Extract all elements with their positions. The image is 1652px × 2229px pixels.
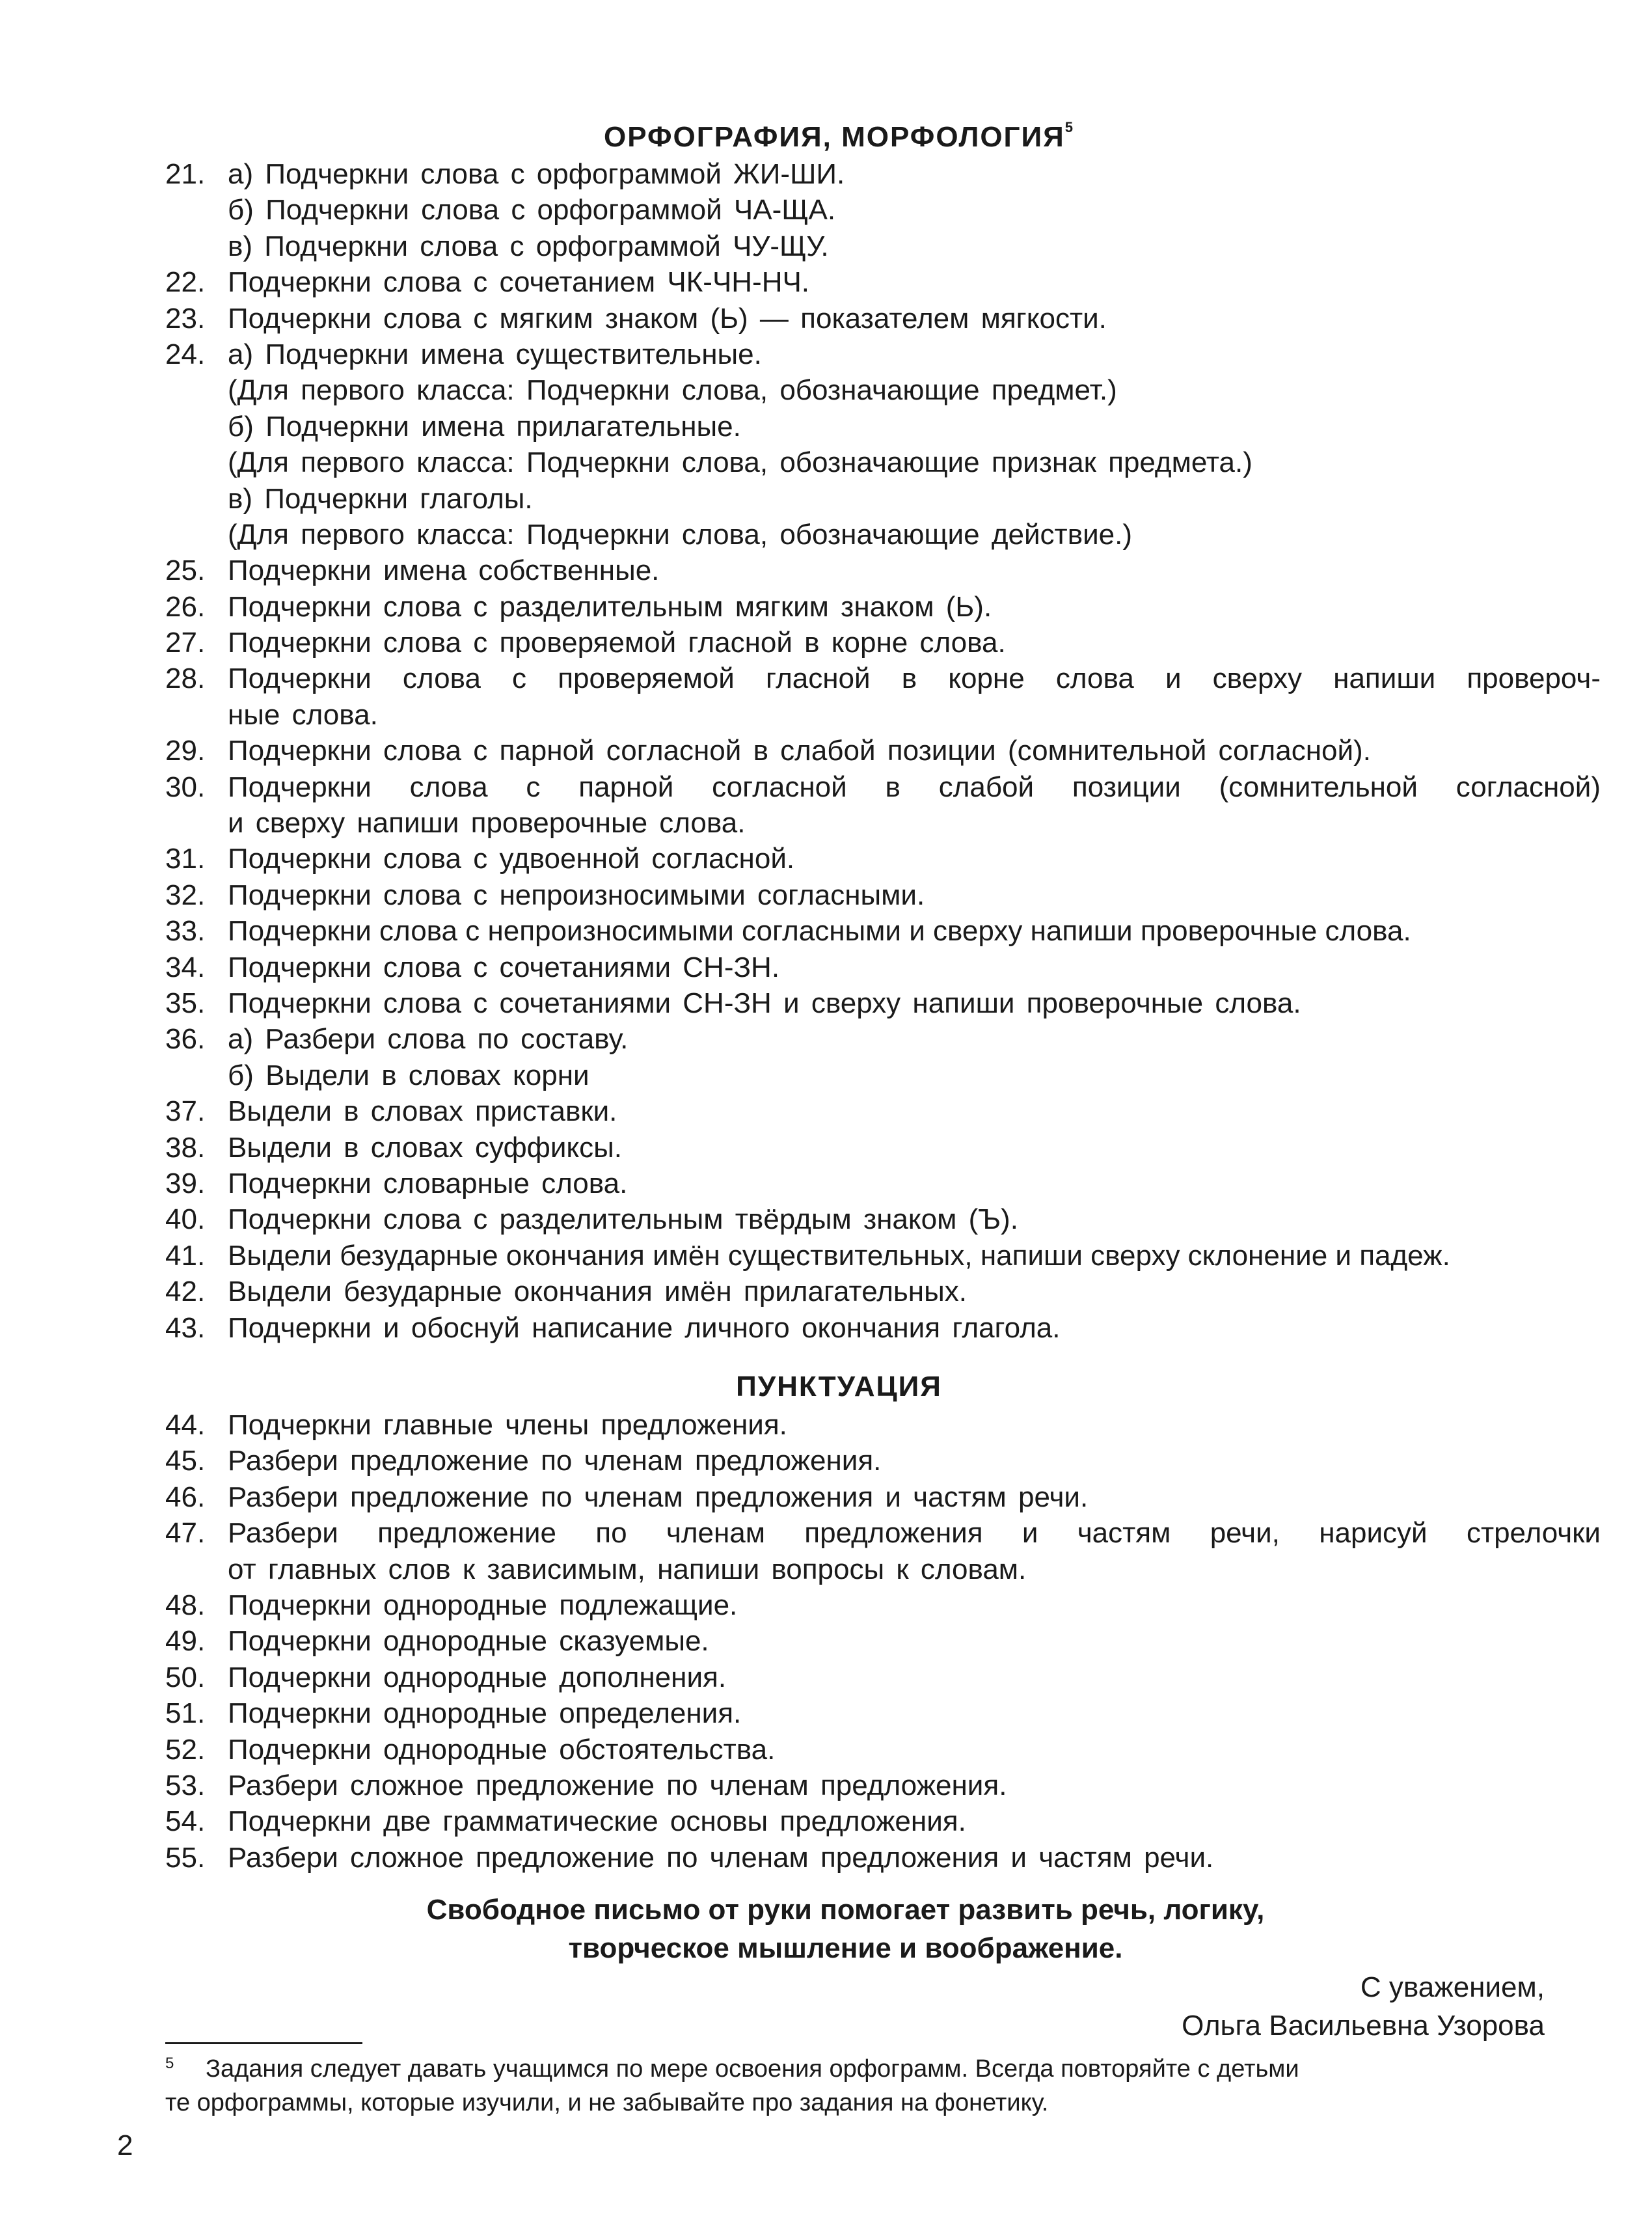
item-number: 22. [165,266,206,299]
item-text: Подчеркни и обоснуй написание личного окончания глагола. [228,1311,1061,1344]
item-number: 40. [165,1203,206,1236]
page-number: 2 [117,2129,133,2161]
list-item [165,1058,1545,1093]
list-item [165,1479,1545,1515]
item-number: 24. [165,338,206,370]
item-number: 55. [165,1841,206,1874]
item-text: Подчеркни слова с парной согласной в слабой позиции (сомнительной согласной). [228,735,1371,767]
list-item [165,1587,1545,1623]
list-item [165,733,1545,769]
item-number: 27. [165,627,206,659]
item-number: 49. [165,1625,206,1658]
list-item [165,228,1545,264]
item-number: 44. [165,1409,206,1441]
item-text: Подчеркни слова с удвоенной согласной. [228,843,795,875]
item-number: 21. [165,158,206,190]
item-text: в) Подчеркни глаголы. [228,482,533,515]
list-item [165,1407,1545,1443]
item-text: Подчеркни слова с непроизносимыми согласными и сверху напиши проверочные слова. [228,915,1411,948]
item-text: Подчеркни две грамматические основы предложения. [228,1805,966,1838]
regards: С уважением, [1360,1971,1545,2003]
item-text: Подчеркни слова с проверяемой гласной в корне слова. [228,627,1006,659]
item-text: Подчеркни слова с сочетаниями СН-ЗН и сверху напиши проверочные слова. [228,987,1301,1019]
item-number: 52. [165,1733,206,1766]
closing-statement-line2: творческое мышление и воображение. [568,1932,1123,1964]
list-item [165,372,1545,408]
list-item [165,1695,1545,1731]
list-item [165,1021,1545,1057]
item-text: Выдели безударные окончания имён прилагательных. [228,1276,967,1308]
item-text: (Для первого класса: Подчеркни слова, обозначающие признак предмета.) [228,446,1253,479]
item-text: б) Подчеркни имена прилагательные. [228,410,741,443]
item-number: 53. [165,1769,206,1801]
item-number: 32. [165,879,206,911]
item-text: Подчеркни слова с проверяемой гласной в корне слова и сверху напиши провероч- [228,663,1601,695]
item-number: 42. [165,1276,206,1308]
item-text: Подчеркни однородные определения. [228,1697,742,1730]
item-text: Разбери сложное предложение по членам предложения. [228,1769,1007,1801]
item-text: (Для первого класса: Подчеркни слова, обозначающие действие.) [228,518,1133,551]
item-text: Подчеркни словарные слова. [228,1167,628,1199]
item-text: Подчеркни главные члены предложения. [228,1409,787,1441]
list-item [165,589,1545,625]
list-item [165,1660,1545,1695]
task-list-orthography [165,156,1601,1346]
list-item [165,1768,1545,1803]
list-item [165,1093,1545,1129]
item-text: Разбери предложение по членам предложения и частям речи, нарисуй стрелочки [228,1517,1601,1550]
item-text: Подчеркни слова с парной согласной в слабой позиции (сомнительной согласной) [228,771,1601,803]
item-text: а) Подчеркни слова с орфограммой ЖИ-ШИ. [228,158,845,190]
list-item [165,1803,1545,1839]
item-text: а) Подчеркни имена существительные. [228,338,762,370]
list-item [165,517,1545,553]
list-item [165,1732,1545,1768]
section-heading-punctuation: ПУНКТУАЦИЯ [736,1371,942,1402]
item-number: 43. [165,1311,206,1344]
item-number: 47. [165,1517,206,1550]
item-text: Подчеркни слова с сочетанием ЧК-ЧН-НЧ. [228,266,810,299]
list-item [165,805,1545,841]
item-number: 36. [165,1023,206,1056]
list-item [165,1166,1545,1201]
item-text: Выдели в словах суффиксы. [228,1131,623,1164]
footnote-reference: 5 [1064,119,1074,135]
item-number: 25. [165,554,206,587]
item-text: Разбери предложение по членам предложения и частям речи. [228,1481,1089,1513]
list-item [165,1552,1545,1587]
list-item [165,697,1545,733]
list-item [165,1130,1545,1166]
item-number: 46. [165,1481,206,1513]
list-item [165,301,1545,336]
list-item [165,481,1545,517]
list-item [165,769,1601,805]
item-number: 35. [165,987,206,1019]
item-number: 23. [165,302,206,335]
item-text: а) Разбери слова по составу. [228,1023,629,1056]
list-item [165,553,1545,588]
list-item [165,409,1545,444]
list-item [165,336,1545,372]
list-item [165,1274,1545,1309]
item-number: 45. [165,1445,206,1477]
task-list-punctuation [165,1407,1601,1876]
item-number: 39. [165,1167,206,1199]
list-item [165,264,1545,300]
list-item [165,950,1545,985]
item-text: Выдели безударные окончания имён существительных, напиши сверху склонение и падеж. [228,1239,1450,1272]
footnote-line2: те орфограммы, которые изучили, и не забывайте про задания на фонетику. [165,2089,1049,2116]
list-item [165,913,1545,949]
item-text: Подчеркни однородные обстоятельства. [228,1733,776,1766]
item-text: (Для первого класса: Подчеркни слова, обозначающие предмет.) [228,374,1117,407]
item-number: 48. [165,1589,206,1621]
item-text: Подчеркни однородные дополнения. [228,1661,727,1693]
author-name: Ольга Васильевна Узорова [1182,2010,1545,2042]
item-number: 38. [165,1131,206,1164]
footnote-divider [165,2042,362,2044]
list-item [165,444,1545,480]
item-number: 31. [165,843,206,875]
list-item [165,877,1545,913]
item-text: б) Выдели в словах корни [228,1059,589,1091]
item-text: Подчеркни однородные сказуемые. [228,1625,709,1658]
item-number: 54. [165,1805,206,1838]
item-text: Подчеркни однородные подлежащие. [228,1589,738,1621]
footnote-mark: 5 [165,2055,174,2072]
list-item [165,192,1545,228]
item-number: 37. [165,1095,206,1128]
item-text: Выдели в словах приставки. [228,1095,617,1128]
item-text: Подчеркни слова с мягким знаком (Ь) — показателем мягкости. [228,302,1107,335]
list-item [165,1443,1545,1479]
list-item [165,625,1545,661]
item-number: 34. [165,951,206,983]
item-number: 28. [165,663,206,695]
item-text: Разбери предложение по членам предложения. [228,1445,882,1477]
item-text: Подчеркни слова с разделительным мягким знаком (Ь). [228,590,992,623]
list-item [165,1623,1545,1659]
item-number: 26. [165,590,206,623]
item-number: 51. [165,1697,206,1730]
item-text: Разбери сложное предложение по членам предложения и частям речи. [228,1841,1214,1874]
list-item [165,661,1601,696]
item-number: 29. [165,735,206,767]
item-text: Подчеркни слова с сочетаниями СН-ЗН. [228,951,780,983]
list-item [165,1310,1545,1346]
closing-statement-line1: Свободное письмо от руки помогает развить речь, логику, [426,1894,1265,1926]
item-number: 50. [165,1661,206,1693]
list-item [165,156,1545,192]
item-text: Подчеркни имена собственные. [228,554,660,587]
item-text: б) Подчеркни слова с орфограммой ЧА-ЩА. [228,194,836,226]
list-item [165,1201,1545,1237]
item-number: 33. [165,915,206,948]
item-number: 41. [165,1239,206,1272]
section-heading-orthography: ОРФОГРАФИЯ, МОРФОЛОГИЯ$^5$ [604,119,1074,153]
item-text: от главных слов к зависимым, напиши вопросы к словам. [228,1553,1027,1585]
list-item [165,841,1545,877]
footnote-text-1: Задания следует давать учащимся по мере освоения орфограмм. Всегда повторяйте с детьми [206,2055,1299,2083]
item-text: ные слова. [228,698,378,731]
item-number: 30. [165,771,206,803]
list-item [165,1515,1601,1551]
list-item [165,1840,1545,1876]
item-text: Подчеркни слова с непроизносимыми согласными. [228,879,925,911]
item-text: Подчеркни слова с разделительным твёрдым знаком (Ъ). [228,1203,1018,1236]
list-item [165,1238,1545,1274]
item-text: в) Подчеркни слова с орфограммой ЧУ-ЩУ. [228,230,829,262]
item-text: и сверху напиши проверочные слова. [228,807,746,840]
list-item [165,985,1545,1021]
